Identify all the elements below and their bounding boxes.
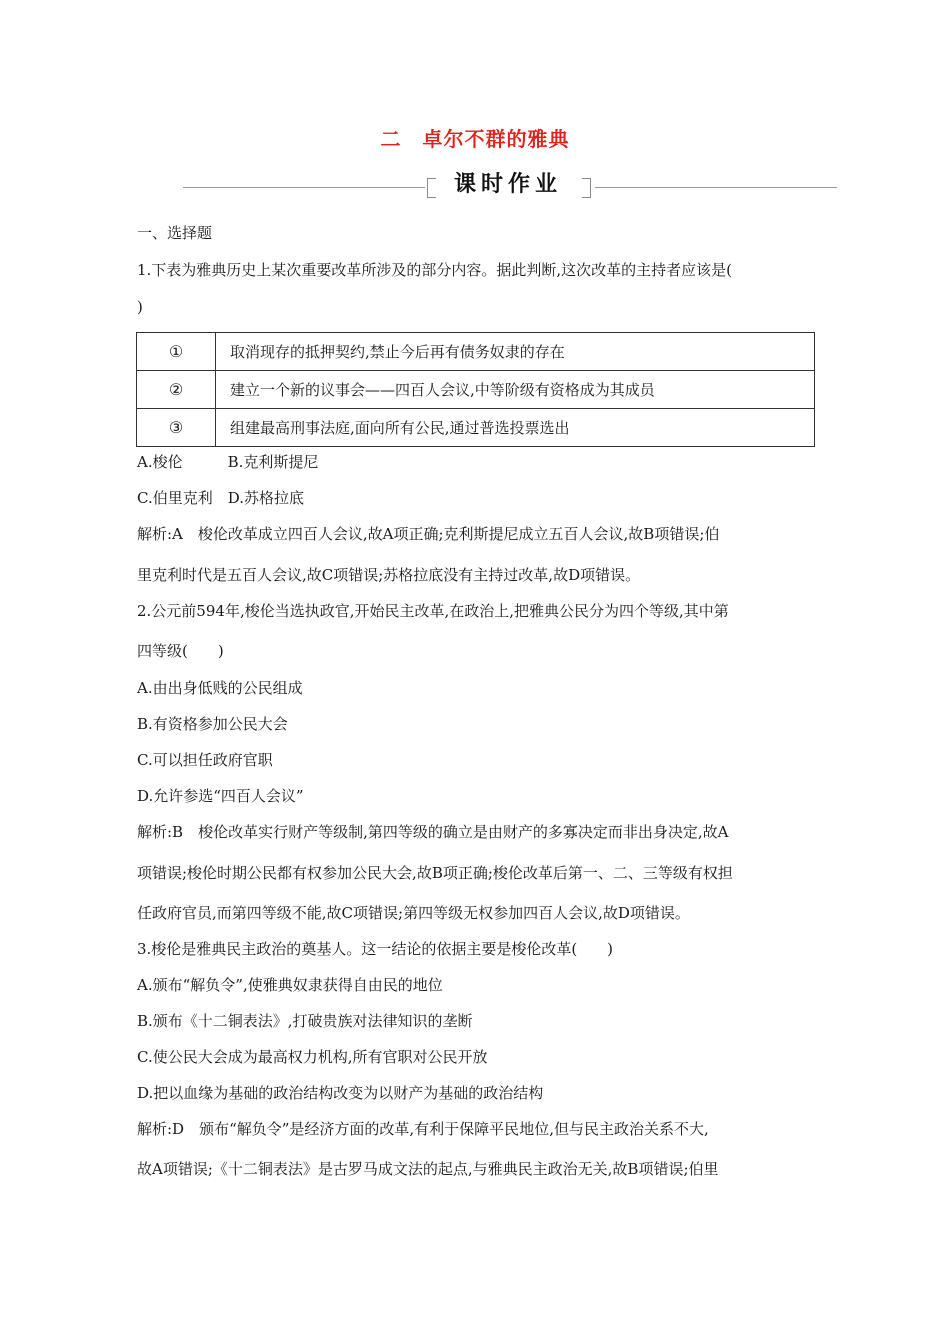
q1-stem-line2: ) bbox=[137, 298, 143, 316]
q3-option-d: D.把以血缘为基础的政治结构改变为以财产为基础的政治结构 bbox=[137, 1084, 544, 1102]
banner-left-bracket bbox=[427, 178, 436, 198]
banner-heading: 课时作业 bbox=[453, 172, 562, 197]
q2-analysis-line1: 解析:B 梭伦改革实行财产等级制,第四等级的确立是由财产的多寡决定而非出身决定,故A bbox=[137, 823, 729, 841]
q1-options-line2: C.伯里克利 D.苏格拉底 bbox=[137, 489, 304, 507]
page-title: 二 卓尔不群的雅典 bbox=[380, 127, 570, 151]
table-row bbox=[137, 333, 815, 371]
table-cell-number: ③ bbox=[137, 409, 216, 447]
table-cell-text: 取消现存的抵押契约,禁止今后再有债务奴隶的存在 bbox=[216, 333, 815, 371]
q3-stem: 3.梭伦是雅典民主政治的奠基人。这一结论的依据主要是梭伦改革( ) bbox=[137, 940, 614, 958]
table-row bbox=[137, 371, 815, 409]
q2-analysis-line3: 任政府官员,而第四等级不能,故C项错误;第四等级无权参加四百人会议,故D项错误。 bbox=[137, 904, 690, 922]
q1-analysis-line1: 解析:A 梭伦改革成立四百人会议,故A项正确;克利斯提尼成立五百人会议,故B项错误;伯 bbox=[137, 525, 720, 543]
q3-analysis-line1: 解析:D 颁布“解负令”是经济方面的改革,有利于保障平民地位,但与民主政治关系不大, bbox=[137, 1120, 709, 1138]
banner-right-rule bbox=[595, 187, 837, 188]
q3-option-a: A.颁布“解负令”,使雅典奴隶获得自由民的地位 bbox=[137, 976, 443, 994]
q2-option-b: B.有资格参加公民大会 bbox=[137, 715, 288, 733]
q3-option-c: C.使公民大会成为最高权力机构,所有官职对公民开放 bbox=[137, 1048, 488, 1066]
q2-option-d: D.允许参选“四百人会议” bbox=[137, 787, 304, 805]
q1-stem-line1: 1.下表为雅典历史上某次重要改革所涉及的部分内容。据此判断,这次改革的主持者应该是( bbox=[137, 261, 732, 279]
q1-reform-table bbox=[136, 332, 815, 447]
table-cell-text: 组建最高刑事法庭,面向所有公民,通过普选投票选出 bbox=[216, 409, 815, 447]
q3-option-b: B.颁布《十二铜表法》,打破贵族对法律知识的垄断 bbox=[137, 1012, 473, 1030]
q1-options-line1: A.梭伦 B.克利斯提尼 bbox=[137, 453, 319, 471]
q1-analysis-line2: 里克利时代是五百人会议,故C项错误;苏格拉底没有主持过改革,故D项错误。 bbox=[137, 566, 641, 584]
table-cell-text: 建立一个新的议事会——四百人会议,中等阶级有资格成为其成员 bbox=[216, 371, 815, 409]
q3-analysis-line2: 故A项错误;《十二铜表法》是古罗马成文法的起点,与雅典民主政治无关,故B项错误;伯里 bbox=[137, 1160, 719, 1178]
q2-option-c: C.可以担任政府官职 bbox=[137, 751, 273, 769]
banner-right-bracket bbox=[582, 178, 591, 198]
q2-option-a: A.由出身低贱的公民组成 bbox=[137, 679, 303, 697]
table-cell-number: ② bbox=[137, 371, 216, 409]
q2-analysis-line2: 项错误;梭伦时期公民都有权参加公民大会,故B项正确;梭伦改革后第一、二、三等级有权担 bbox=[137, 864, 733, 882]
banner-left-rule bbox=[183, 187, 425, 188]
table-cell-number: ① bbox=[137, 333, 216, 371]
table-row bbox=[137, 409, 815, 447]
section-heading: 一、选择题 bbox=[137, 224, 213, 242]
q2-stem-line1: 2.公元前594年,梭伦当选执政官,开始民主改革,在政治上,把雅典公民分为四个等级,其中第 bbox=[137, 602, 729, 620]
q2-stem-line2: 四等级( ) bbox=[137, 642, 224, 660]
